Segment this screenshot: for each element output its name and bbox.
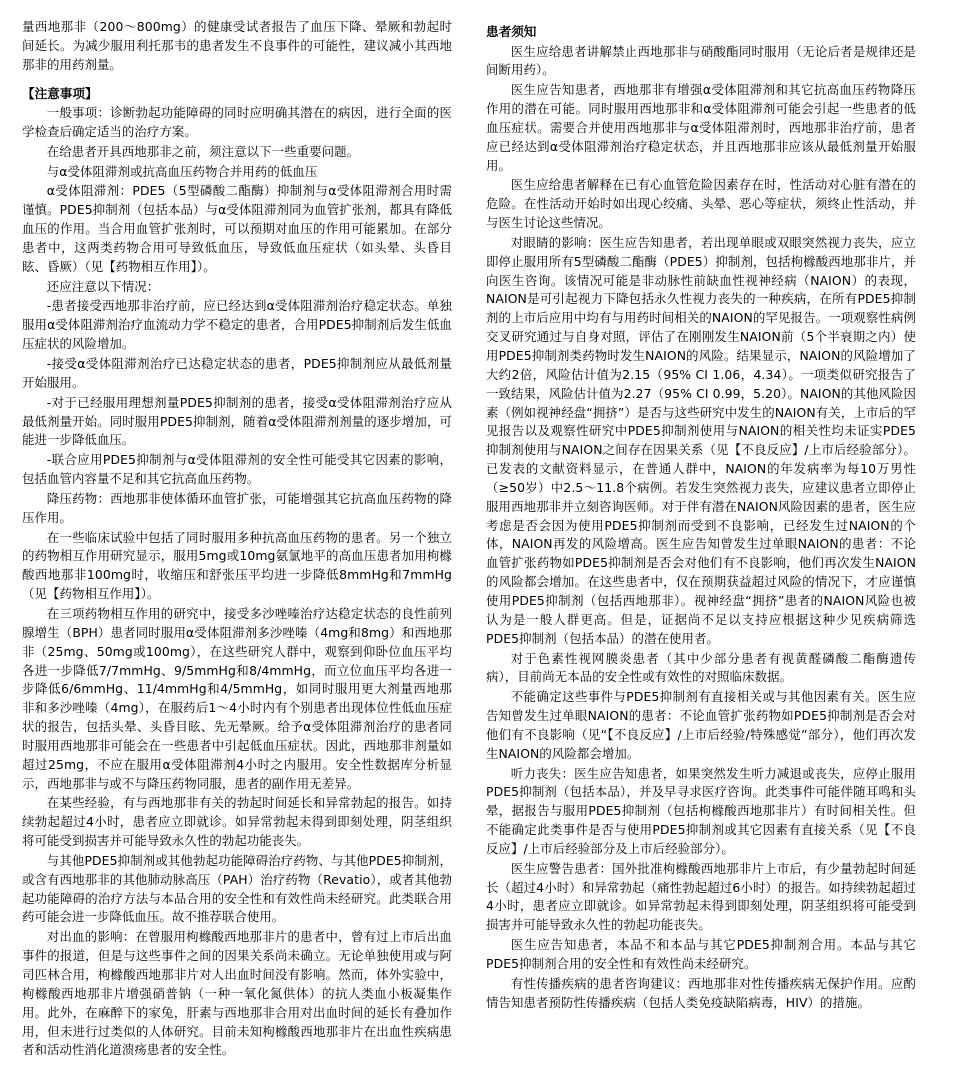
paragraph: 降压药物：西地那非使体循环血管扩张，可能增强其它抗高血压药物的降压作用。 — [22, 490, 452, 525]
paragraph: 一般事项：诊断勃起功能障碍的同时应明确其潜在的病因，进行全面的医学检查后确定适当的治疗方案。 — [22, 105, 452, 139]
section-heading-precautions: 【注意事项】 — [22, 85, 98, 101]
paragraph: -联合应用PDE5抑制剂与α受体阻滞剂的安全性可能受其它因素的影响，包括血管内容量不足和其它抗高血压药物。 — [22, 452, 452, 487]
right-column — [486, 18, 916, 1061]
paragraph: 不能确定这些事件与PDE5抑制剂有直接相关或与其他因素有关。医生应告知曾发生过单眼NAION的患者：不论血管扩张药物如PDE5抑制剂是否会对他们有不良影响（见“【不良反应】/上市后经验/特殊感觉”部分），他们再次发生NAION的风险都会增加。 — [486, 689, 916, 761]
paragraph: 在一些临床试验中包括了同时服用多种抗高血压药物的患者。另一个独立的药物相互作用研究显示，服用5mg或10mg氨氯地平的高血压患者加用枸橼酸西地那非100mg时，收缩压和舒张压平均进一步降低8mmHg和7mmHg（见【药物相互作用】）。 — [22, 529, 452, 602]
paragraph: 还应注意以下情况： — [46, 278, 160, 294]
paragraph: -对于已经服用理想剂量PDE5抑制剂的患者，接受α受体阻滞剂治疗应从最低剂量开始。同时服用PDE5抑制剂，随着α受体阻滞剂剂量的逐步增加，可能进一步降低血压。 — [22, 394, 452, 448]
paragraph: 与其他PDE5抑制剂或其他勃起功能障碍治疗药物、与其他PDE5抑制剂，或含有西地那非的其他肺动脉高压（PAH）治疗药物（Revatio），或者其他勃起功能障碍的治疗方法与本品合用的安全性和有效性尚未经研究。此类联合用药可能会进一步降低血压。故不推荐联合使用。 — [22, 852, 452, 925]
paragraph: 医生应给患者讲解禁止西地那非与硝酸酯同时服用（无论后者是规律还是间断用药）。 — [486, 43, 916, 78]
paragraph: 对眼睛的影响：医生应告知患者，若出现单眼或双眼突然视力丧失，应立即停止服用所有5型磷酸二酯酶（PDE5）抑制剂，包括枸橼酸西地那非片，并向医生咨询。该情况可能是非动脉性前缺血性视神经病（NAION）的表现，NAION是可引起视力下降包括永久性视力丧失的一种疾病，在所有PDE5抑制剂的上市后应用中均有与用药时间相关的NAION的罕见报告。一项观察性病例交叉研究通过与自身对照，评估了在刚刚发生NAION前（5个半衰期之内）使用PDE5抑制剂类药物时发生NAION的风险。结果显示，NAION的风险增加了大约2倍，风险估计值为2.15（95% CI 1.06，4.34）。一项类似研究报告了一致结果，风险估计值为2.27（95% CI 0.99，5.20）。NAION的其他风险因素（例如视神经盘“拥挤”）是否与这些研究中发生的NAION有关，上市后的罕见报告以及观察性研究中PDE5抑制剂使用与NAION的相关性均未证实PDE5抑制剂使用与NAION之间存在因果关系（见【不良反应】/上市后经验部分）。已发表的文献资料显示，在普通人群中，NAION的年发病率为每10万男性（≥50岁）中2.5～11.8个病例。若发生突然视力丧失，应建议患者立即停止服用西地那非并立刻咨询医师。对于伴有潜在NAION风险因素的患者，医生应考虑是否会因为使用PDE5抑制剂而受到不良影响，已经发生过NAION的个体，NAION再发的风险增高。医生应告知曾发生过单眼NAION的患者：不论血管扩张药物如PDE5抑制剂是否会对他们有不良影响，他们再次发生NAION的风险都会增加。在这些患者中，仅在预期获益超过风险的情况下，才应谨慎使用PDE5抑制剂（包括西地那非）。视神经盘“拥挤”患者的NAION风险也被认为是一般人群更高。但是，证据尚不足以支持应根据这种少见疾病筛选PDE5抑制剂（包括本品）的潜在使用者。 — [486, 234, 916, 646]
paragraph: 在某些经验，有与西地那非有关的勃起时间延长和异常勃起的报告。如持续勃起超过4小时，患者应立即就诊。如异常勃起未得到即刻处理，阴茎组织将可能受到损害并可能导致永久性的勃起功能丧失。 — [22, 795, 452, 849]
paragraph: 听力丧失：医生应告知患者，如果突然发生听力减退或丧失，应停止服用PDE5抑制剂（包括本品），并及早寻求医疗咨询。此类事件可能伴随耳鸣和头晕，据报告与服用PDE5抑制剂（包括枸橼酸西地那非片）有时间相关性。但不能确定此类事件是否与使用PDE5抑制剂或其它因素有直接关系（见【不良反应】/上市后经验部分及上市后经验部分）。 — [486, 765, 916, 856]
paragraph: 与α受体阻滞剂或抗高血压药物合并用药的低血压 — [46, 163, 318, 179]
paragraph: α受体阻滞剂：PDE5（5型磷酸二酯酶）抑制剂与α受体阻滞剂合用时需谨慎。PDE5抑制剂（包括本品）与α受体阻滞剂同为血管扩张剂，都具有降低血压的作用。当合用血管扩张剂时，可以预期对血压的作用可能累加。在部分患者中，这两类药物合用可导致低血压，导致低血压症状（如头晕、头昏目眩、昏厥）（见【药物相互作用】）。 — [22, 183, 452, 274]
paragraph: -接受α受体阻滞剂治疗已达稳定状态的患者，PDE5抑制剂应从最低剂量开始服用。 — [22, 356, 452, 390]
paragraph: 在三项药物相互作用的研究中，接受多沙唑嗪治疗达稳定状态的良性前列腺增生（BPH）患者同时服用α受体阻滞剂多沙唑嗪（4mg和8mg）和西地那非（25mg、50mg或100mg），在这些研究人群中，观察到仰卧位血压平均各进一步降低7/7mmHg、9/5mmHg和8/4mmHg，而立位血压平均各进一步降低6/6mmHg、11/4mmHg和4/5mmHg，如同时服用更大剂量西地那非和多沙唑嗪（4mg），在服药后1～4小时内有个别患者出现体位性低血压症状的报告，包括头晕、头昏目眩、先无晕厥。给予α受体阻滞剂治疗的患者同时服用西地那非可能会在一些患者中引起低血压症状。因此，西地那非剂量如超过25mg，不应在服用α受体阻滞剂4小时之内服用。安全性数据库分析显示，西地那非与或不与降压药物同服，患者的副作用无差异。 — [22, 605, 452, 791]
paragraph: 医生应告知患者，本品不和本品与其它PDE5抑制剂合用。本品与其它PDE5抑制剂合用的安全性和有效性尚未经研究。 — [486, 937, 916, 972]
paragraph: 对出血的影响：在曾服用枸橼酸西地那非片的患者中，曾有过上市后出血事件的报道，但是与这些事件之间的因果关系尚未确立。无论单独使用或与阿司匹林合用，枸橼酸西地那非片对人出血时间没有影响。然而，体外实验中，枸橼酸西地那非片增强硝普钠（一种一氧化氮供体）的抗人类血小板凝集作用。此外，在麻醉下的家兔，肝素与西地那非合用对出血时间的延长有叠加作用，但未进行过类似的人体研究。目前未知枸橼酸西地那非片在出血性疾病患者和活动性消化道溃疡患者的安全性。 — [22, 929, 452, 1058]
section-heading-patient-notice: 患者须知 — [486, 24, 537, 39]
paragraph: 在给患者开具西地那非之前，须注意以下一些重要问题。 — [46, 143, 360, 159]
paragraph: 医生应警告患者：国外批准枸橼酸西地那非片上市后，有少量勃起时间延长（超过4小时）和异常勃起（痛性勃起超过6小时）的报告。如持续勃起超过4小时，患者应立即就诊。如异常勃起未得到即刻处理，阴茎组织将可能受到损害并可能导致永久性的勃起功能丧失。 — [486, 860, 916, 933]
paragraph: -患者接受西地那非治疗前，应已经达到α受体阻滞剂治疗稳定状态。单独服用α受体阻滞剂治疗血流动力学不稳定的患者，合用PDE5抑制剂后发生低血压症状的风险增加。 — [22, 298, 452, 352]
paragraph: 医生应告知患者，西地那非有增强α受体阻滞剂和其它抗高血压药物降压作用的潜在可能。同时服用西地那非和α受体阻滞剂可能会引起一些患者的低血压症状。需要合并使用西地那非与α受体阻滞剂时，西地那非治疗前，患者应已经达到α受体阻滞剂治疗稳定状态，并且西地那非应该从最低剂量开始服用。 — [486, 82, 916, 173]
paragraph: 对于色素性视网膜炎患者（其中少部分患者有视黄醛磷酸二酯酶遗传病），目前尚无本品的安全性或有效性的对照临床数据。 — [486, 650, 916, 685]
opening-paragraph: 量西地那非（200～800mg）的健康受试者报告了血压下降、晕厥和勃起时间延长。为减少服用利托那韦的患者发生不良事件的可能性，建议减小其西地那非的用药剂量。 — [22, 19, 452, 72]
left-column — [22, 18, 452, 1061]
paragraph: 医生应给患者解释在已有心血管危险因素存在时，性活动对心脏有潜在的危险。在性活动开始时如出现心绞痛、头晕、恶心等症状，须终止性活动，并与医生讨论这些情况。 — [486, 177, 916, 231]
paragraph: 有性传播疾病的患者咨询建议：西地那非对性传播疾病无保护作用。应酌情告知患者预防性传播疾病（包括人类免疫缺陷病毒，HIV）的措施。 — [486, 975, 916, 1010]
